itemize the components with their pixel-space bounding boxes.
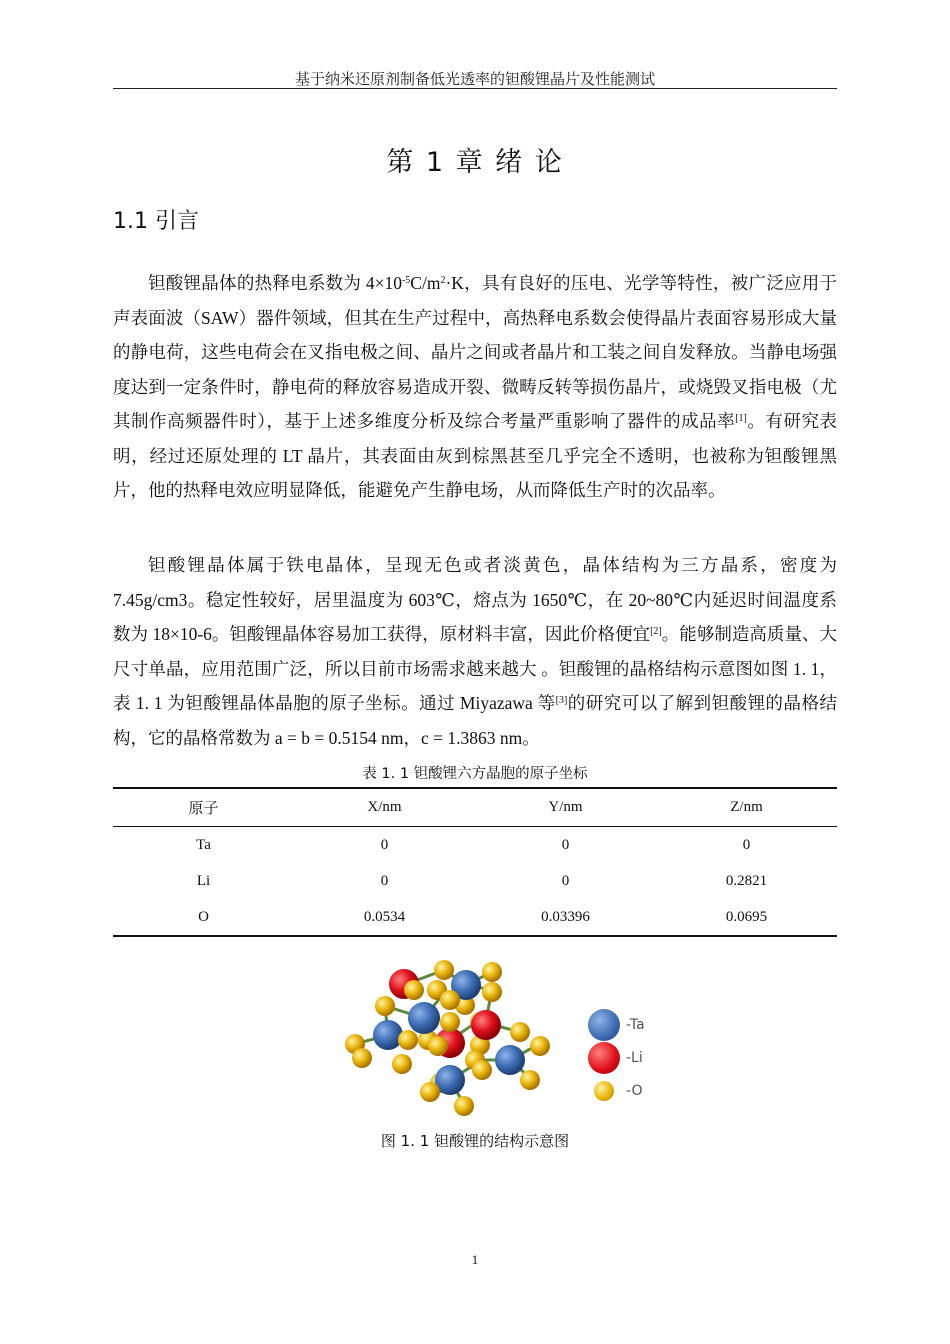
legend-label: -Ta (626, 1016, 645, 1033)
text: 钽酸锂晶体属于铁电晶体，呈现无色或者淡黄色，晶体结构为三方晶系，密度为 7.45g/cm3。稳定性较好，居里温度为 603℃，熔点为 1650℃，在 20~80℃内延迟时间温度系数为 18×10-6。钽酸锂晶体容易加工获得，原材料丰富，因此价格便宜 (113, 555, 837, 644)
text: 的研究可以了解到钽酸锂的晶格结构，它的晶格常数为 a = b = 0.5154 nm，c = 1.3863 nm。 (113, 693, 837, 748)
crystal-structure-diagram (340, 960, 570, 1120)
superscript: -5 (401, 275, 411, 286)
table-caption: 表 1. 1 钽酸锂六方晶胞的原子坐标 (362, 766, 588, 782)
table-cell: 0 (380, 872, 389, 889)
citation-ref[interactable]: [1] (735, 413, 747, 424)
table-cell: Ta (196, 836, 211, 853)
legend-item-li (588, 1041, 645, 1074)
header-rule (113, 88, 837, 89)
column-header: 原子 (188, 801, 219, 817)
citation-ref[interactable]: [2] (650, 626, 662, 637)
text: ·K，具有良好的压电、光学等特性，被广泛应用于声表面波（SAW）器件领域，但其在生产过程中，高热释电系数会使得晶片表面容易形成大量的静电荷，这些电荷会在叉指电极之间、晶片之间或者晶片和工装之间自发释放。当静电场强度达到一定条件时，静电荷的释放容易造成开裂、微畴反转等损伤晶片，或烧毁叉指电极（尤其制作高频器件时），基于上述多维度分析及综合考量严重影响了器件的成品率 (113, 273, 837, 431)
table-cell: 0.0695 (725, 908, 768, 925)
table-cell: 0.0534 (363, 908, 406, 925)
table-row (113, 827, 837, 864)
paragraph-2 (113, 548, 837, 755)
table-row (113, 863, 837, 899)
figure-caption: 图 1. 1 钽酸锂的结构示意图 (380, 1132, 570, 1150)
table-cell: 0.2821 (725, 872, 768, 889)
table-header-row (113, 788, 837, 827)
legend-label: -O (626, 1082, 643, 1099)
page-number: 1 (471, 1252, 479, 1267)
o-atom-icon (594, 1081, 614, 1101)
table-cell: O (198, 908, 209, 925)
paragraph-1 (113, 266, 837, 508)
running-header: 基于纳米还原剂制备低光透率的钽酸锂晶片及性能测试 (294, 72, 655, 88)
legend-item-o (588, 1074, 645, 1107)
chapter-title: 第 1 章 绪 论 (386, 147, 564, 178)
column-header: Z/nm (730, 799, 763, 815)
li-atom-icon (588, 1042, 620, 1074)
table-cell: 0 (561, 872, 570, 889)
table-cell: 0 (742, 836, 751, 853)
table-cell: 0.03396 (541, 908, 590, 925)
figure-legend (588, 1008, 645, 1107)
column-header: Y/nm (548, 799, 583, 815)
table-cell: Li (196, 872, 211, 889)
table-row (113, 899, 837, 936)
table-cell: 0 (561, 836, 570, 853)
superscript: 2 (440, 275, 446, 286)
text: 钽酸锂晶体的热释电系数为 4×10 (148, 273, 402, 293)
ta-atom-icon (588, 1009, 620, 1041)
section-title: 1.1 引言 (113, 209, 199, 234)
text: 。能够制造高质量、大尺寸单晶，应用范围广泛，所以目前市场需求越来越大 。钽酸锂的晶格结构示意图如图 1. 1，表 1. 1 为钽酸锂晶体晶胞的原子坐标。通过 Miyazawa 等 (113, 624, 838, 713)
legend-item-ta (588, 1008, 645, 1041)
legend-label: -Li (626, 1049, 643, 1066)
citation-ref[interactable]: [3] (555, 695, 568, 706)
text: 。有研究表明，经过还原处理的 LT 晶片，其表面由灰到棕黑甚至几乎完全不透明，也被称为钽酸锂黑片，他的热释电效应明显降低，能避免产生静电场，从而降低生产时的次品率。 (113, 411, 838, 500)
table-cell: 0 (380, 836, 389, 853)
column-header: X/nm (367, 799, 402, 815)
text: C/m (410, 273, 441, 293)
atomic-coordinates-table (113, 787, 837, 937)
